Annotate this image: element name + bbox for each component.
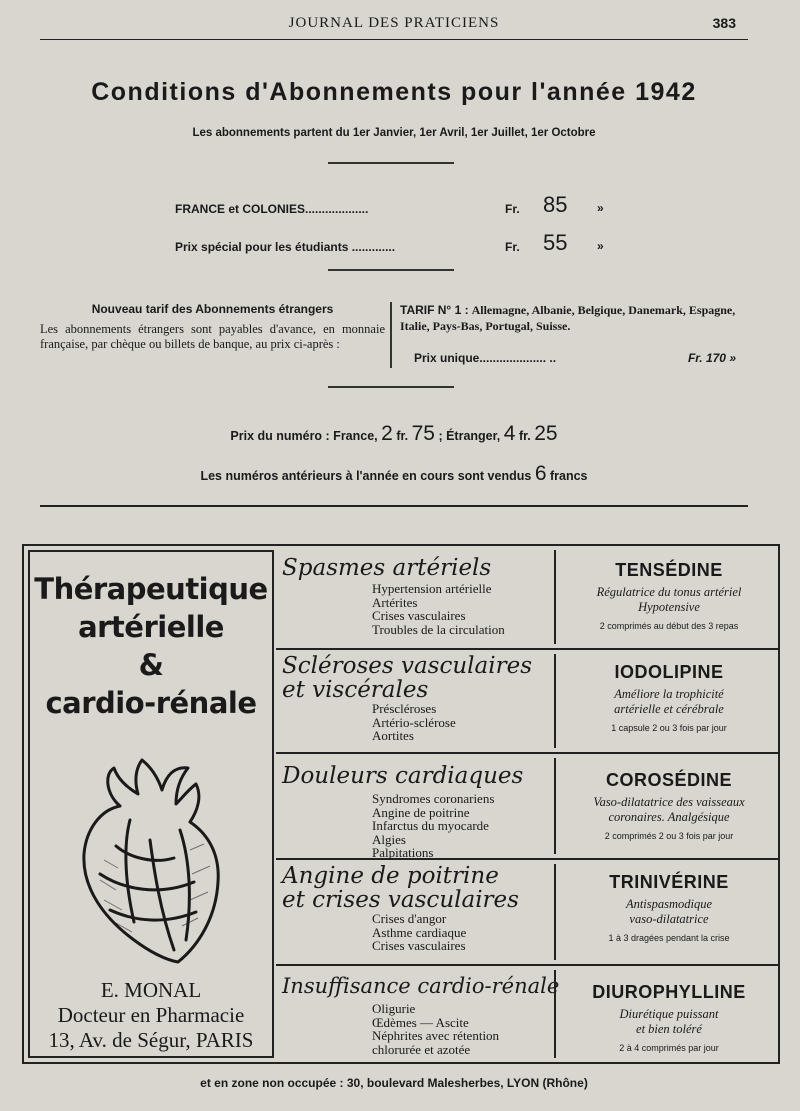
vertical-divider [390,302,392,368]
product-description [560,897,778,927]
ad-row-divider [276,752,778,754]
price-suffix: » [597,201,604,215]
price-currency: Fr. [505,240,520,254]
indication-item: Palpitations [372,845,434,860]
product-description-line: Antispasmodique [625,897,713,911]
indication-item: Aortites [372,728,414,743]
indication-title [282,974,559,998]
product-description-line: Hypotensive [638,600,700,614]
indication-list [372,912,562,953]
indication-item: Hypertension artérielle [372,581,492,596]
ad-heading-line: cardio-rénale [45,686,257,720]
product-name: DIUROPHYLLINE [592,982,746,1002]
divider [328,386,454,388]
product-posology: 1 à 3 dragées pendant la crise [608,933,730,943]
product-posology: 2 comprimés 2 ou 3 fois par jour [604,831,734,841]
back-issues-unit: francs [549,469,588,483]
product-description-line: vaso-dilatatrice [629,912,709,926]
tarif-countries: Allemagne, Albanie, Belgique, Danemark, Espagne, Italie, Pays-Bas, Portugal, Suisse. [400,303,736,333]
unique-price-value: Fr. 170 » [687,351,736,365]
indication-item: Oligurie [372,1001,416,1016]
subscription-start-dates: Les abonnements partent du 1er Janvier, 1er Avril, 1er Juillet, 1er Octobre [192,127,596,139]
company-address: 13, Av. de Ségur, PARIS [48,1028,254,1052]
back-issues-text: Les numéros antérieurs à l'année en cours sont vendus [200,469,532,483]
unique-price-label: Prix unique.................... .. [414,351,557,365]
price-label: Prix spécial pour les étudiants ............. [175,240,396,254]
indication-item: Crises vasculaires [372,938,466,953]
product-description-line: et bien toléré [636,1022,702,1036]
tarif-block [400,302,750,365]
indication-title [282,654,532,702]
divider [328,162,454,164]
back-issues-value: 6 [534,462,547,485]
company-info [30,978,272,1053]
indication-title-line: Insuffisance cardio-rénale [282,974,560,998]
fr-word: fr. [518,429,531,443]
indication-item: Néphrites avec rétention [372,1028,500,1043]
journal-title: JOURNAL DES PRATICIENS [288,15,500,31]
indication-item: Crises d'angor [372,911,447,926]
ad-heading-line: artérielle [78,610,224,644]
indication-title-line: Angine de poitrine [282,863,499,889]
tarif-label: TARIF N° 1 : [400,303,469,317]
ad-heading-line: & [138,648,164,682]
foreign-text: Les abonnements étrangers sont payables d'avance, en monnaie française, par chèque ou billets de banque, au prix ci-après : [40,322,385,351]
product-description [560,795,778,825]
page-number: 383 [712,15,736,31]
product-name: IODOLIPINE [614,662,724,682]
divider [328,269,454,271]
price-suffix: » [597,239,604,253]
product-name: COROSÉDINE [605,770,733,790]
product-description [560,1007,778,1037]
issue-price-france-cents: 75 [411,422,435,445]
product-tensedine [560,560,778,631]
price-amount: 55 [543,230,568,255]
indication-item: Troubles de la circulation [372,621,505,637]
product-description-line: Régulatrice du tonus artériel [596,585,742,599]
indication-title-line: Douleurs cardiaques [282,763,524,789]
indication-title-line: Spasmes artériels [282,555,492,581]
product-diurophylline [560,982,778,1053]
foreign-subscriptions [40,302,385,352]
indication-title [282,864,519,912]
ad-row-divider [276,964,778,966]
issue-price-separator: ; Étranger, [438,429,501,443]
product-description-line: artérielle et cérébrale [614,702,724,716]
product-description-line: Améliore la trophicité [614,687,724,701]
price-amount: 85 [543,192,568,217]
indication-list [372,1002,562,1056]
running-head [40,12,748,40]
issue-price-prefix: Prix du numéro : France, [230,429,378,443]
company-name: E. MONAL [100,978,202,1002]
indication-item: chlorurée et azotée [372,1041,471,1057]
issue-price [40,422,748,446]
product-description-line: coronaires. Analgésique [608,810,730,824]
back-issues [40,462,748,486]
product-posology: 1 capsule 2 ou 3 fois par jour [611,723,727,733]
page-title: Conditions d'Abonnements pour l'année 1942 [91,78,697,106]
ad-left-panel [28,550,274,1058]
section-rule [40,505,748,507]
indication-item: Artério-sclérose [372,714,456,730]
indication-item: Œdèmes — Ascite [372,1014,469,1030]
indication-title [282,556,491,580]
indication-title-line: et crises vasculaires [282,887,519,913]
fr-word: fr. [396,429,409,443]
product-corosedine [560,770,778,841]
product-description-line: Diurétique puissant [619,1007,719,1021]
indication-item: Asthme cardiaque [372,924,467,940]
indication-item: Algies [372,831,406,847]
ad-row-divider [276,648,778,650]
company-title: Docteur en Pharmacie [57,1003,245,1027]
unique-price [414,350,750,366]
price-currency: Fr. [505,202,520,216]
product-iodolipine [560,662,778,733]
indication-item: Syndromes coronariens [372,791,495,806]
product-description [560,585,778,615]
heart-illustration [70,750,230,970]
footer-address: et en zone non occupée : 30, boulevard Malesherbes, LYON (Rhône) [200,1076,588,1090]
product-posology: 2 comprimés au début des 3 repas [599,621,739,631]
indication-list [372,792,562,860]
indication-item: Préscléroses [372,701,437,716]
foreign-heading: Nouveau tarif des Abonnements étrangers [91,302,334,316]
issue-price-etranger-cents: 25 [534,422,558,445]
price-label: FRANCE et COLONIES................... [175,202,369,216]
product-name: TENSÉDINE [615,560,723,580]
advertisement [22,544,780,1064]
indication-item: Infarctus du myocarde [372,818,489,833]
product-description-line: Vaso-dilatatrice des vaisseaux [593,795,745,809]
indication-item: Angine de poitrine [372,804,470,820]
ad-heading-line: Thérapeutique [34,572,268,606]
indication-title-line: Scléroses vasculaires [282,653,533,679]
issue-price-france-fr: 2 [381,422,393,445]
product-name: TRINIVÉRINE [609,872,729,892]
indication-list [372,702,562,743]
indication-list [372,582,562,636]
ad-heading [30,570,272,722]
indication-title [282,764,523,788]
indication-item: Artérites [372,594,418,610]
indication-item: Crises vasculaires [372,608,466,623]
product-description [560,687,778,717]
indication-title-line: et viscérales [282,677,429,703]
issue-price-etranger-fr: 4 [503,422,516,445]
product-triniverine [560,872,778,943]
product-posology: 2 à 4 comprimés par jour [619,1043,719,1053]
